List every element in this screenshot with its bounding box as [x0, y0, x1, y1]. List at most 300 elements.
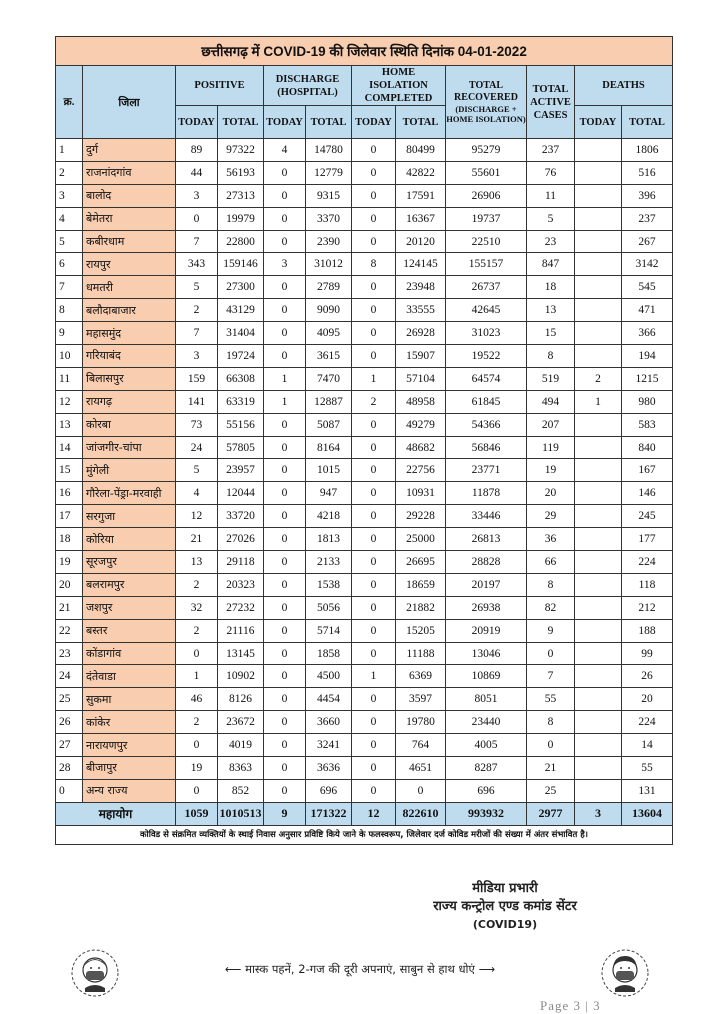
row-district: बालोद: [83, 184, 176, 207]
footnote: कोविड से संक्रमित व्यक्तियों के स्थाई निवास अनुसार प्रविष्टि किये जाने के फलस्वरूप, जिलेवार दर्ज कोविड मरीजों की संख्या में अंतर संभावित है।: [56, 825, 673, 844]
row-death-today: [575, 711, 622, 734]
table-row: [56, 390, 673, 413]
row-pos-today: 7: [176, 322, 218, 345]
row-death-total: 194: [622, 345, 673, 368]
header-dis-total: TOTAL: [306, 106, 352, 139]
footer-line-1: मीडिया प्रभारी: [472, 881, 538, 896]
row-dis-total: 3636: [306, 757, 352, 780]
row-hi-today: 0: [352, 711, 396, 734]
row-sno: 20: [56, 573, 83, 596]
row-pos-total: 97322: [218, 139, 264, 162]
row-hi-today: 1: [352, 665, 396, 688]
row-sno: 0: [56, 779, 83, 802]
row-hi-total: 4651: [396, 757, 446, 780]
table-title: छत्तीसगढ़ में COVID-19 की जिलेवार स्थिति दिनांक 04-01-2022: [56, 37, 673, 66]
row-recovered: 33446: [446, 505, 527, 528]
row-death-today: [575, 345, 622, 368]
row-pos-total: 23672: [218, 711, 264, 734]
row-district: गरियाबंद: [83, 345, 176, 368]
row-death-total: 177: [622, 528, 673, 551]
row-death-total: 224: [622, 551, 673, 574]
table-row: [56, 184, 673, 207]
row-dis-total: 2133: [306, 551, 352, 574]
table-row: [56, 779, 673, 802]
row-death-today: [575, 482, 622, 505]
row-pos-total: 27026: [218, 528, 264, 551]
row-sno: 8: [56, 299, 83, 322]
row-hi-today: 0: [352, 345, 396, 368]
row-sno: 27: [56, 734, 83, 757]
row-hi-today: 0: [352, 505, 396, 528]
row-hi-today: 0: [352, 230, 396, 253]
table-row: [56, 322, 673, 345]
row-hi-today: 0: [352, 734, 396, 757]
row-pos-total: 21116: [218, 619, 264, 642]
row-death-today: [575, 505, 622, 528]
row-active: 29: [527, 505, 575, 528]
row-death-today: [575, 551, 622, 574]
row-dis-total: 4095: [306, 322, 352, 345]
row-pos-total: 27300: [218, 276, 264, 299]
header-total-recovered: [446, 66, 527, 139]
total-row: [56, 802, 673, 825]
row-death-today: [575, 161, 622, 184]
row-dis-total: 5056: [306, 596, 352, 619]
row-sno: 9: [56, 322, 83, 345]
row-pos-today: 3: [176, 184, 218, 207]
row-pos-total: 63319: [218, 390, 264, 413]
row-death-today: [575, 184, 622, 207]
row-recovered: 95279: [446, 139, 527, 162]
table-body: [56, 139, 673, 803]
row-dis-today: 0: [264, 665, 306, 688]
row-district: दंतेवाडा: [83, 665, 176, 688]
row-pos-today: 32: [176, 596, 218, 619]
row-recovered: 20919: [446, 619, 527, 642]
footer-line-2: राज्य कन्ट्रोल एण्ड कमांड सेंटर: [433, 899, 577, 914]
row-pos-today: 2: [176, 619, 218, 642]
row-recovered: 22510: [446, 230, 527, 253]
table-row: [56, 711, 673, 734]
row-recovered: 26906: [446, 184, 527, 207]
row-active: 18: [527, 276, 575, 299]
header-dis-today: TODAY: [264, 106, 306, 139]
row-dis-total: 12779: [306, 161, 352, 184]
row-hi-today: 0: [352, 413, 396, 436]
row-pos-total: 4019: [218, 734, 264, 757]
header-deaths: DEATHS: [575, 66, 673, 106]
row-sno: 5: [56, 230, 83, 253]
row-death-total: 267: [622, 230, 673, 253]
table-row: [56, 345, 673, 368]
table-row: [56, 230, 673, 253]
row-pos-today: 0: [176, 734, 218, 757]
row-active: 8: [527, 573, 575, 596]
table-row: [56, 253, 673, 276]
row-sno: 7: [56, 276, 83, 299]
row-recovered: 23771: [446, 459, 527, 482]
row-dis-today: 0: [264, 207, 306, 230]
row-hi-total: 26928: [396, 322, 446, 345]
row-pos-total: 57805: [218, 436, 264, 459]
row-district: कोंडागांव: [83, 642, 176, 665]
row-district: बिलासपुर: [83, 367, 176, 390]
row-recovered: 54366: [446, 413, 527, 436]
table-row: [56, 459, 673, 482]
row-pos-today: 5: [176, 459, 218, 482]
row-pos-today: 1: [176, 665, 218, 688]
row-pos-today: 0: [176, 207, 218, 230]
row-active: 82: [527, 596, 575, 619]
row-sno: 2: [56, 161, 83, 184]
total-dis-today: 9: [264, 802, 306, 825]
row-dis-total: 1015: [306, 459, 352, 482]
row-dis-today: 0: [264, 345, 306, 368]
table-row: [56, 505, 673, 528]
row-pos-today: 5: [176, 276, 218, 299]
row-death-total: 516: [622, 161, 673, 184]
arrow-right-icon: ⟶: [478, 962, 496, 976]
row-hi-today: 0: [352, 436, 396, 459]
data-table: [55, 36, 673, 845]
row-active: 36: [527, 528, 575, 551]
row-district: सुकमा: [83, 688, 176, 711]
row-sno: 28: [56, 757, 83, 780]
row-hi-total: 29228: [396, 505, 446, 528]
row-recovered: 155157: [446, 253, 527, 276]
row-sno: 15: [56, 459, 83, 482]
row-active: 76: [527, 161, 575, 184]
row-pos-total: 23957: [218, 459, 264, 482]
row-hi-today: 2: [352, 390, 396, 413]
row-recovered: 55601: [446, 161, 527, 184]
row-active: 847: [527, 253, 575, 276]
row-pos-today: 159: [176, 367, 218, 390]
row-pos-total: 20323: [218, 573, 264, 596]
row-death-today: [575, 528, 622, 551]
row-pos-today: 0: [176, 642, 218, 665]
row-hi-total: 0: [396, 779, 446, 802]
row-dis-today: 3: [264, 253, 306, 276]
row-dis-today: 0: [264, 596, 306, 619]
row-dis-today: 0: [264, 711, 306, 734]
row-hi-total: 23948: [396, 276, 446, 299]
row-active: 207: [527, 413, 575, 436]
table-row: [56, 596, 673, 619]
table-row: [56, 688, 673, 711]
row-dis-total: 14780: [306, 139, 352, 162]
row-pos-total: 55156: [218, 413, 264, 436]
row-death-total: 26: [622, 665, 673, 688]
row-sno: 1: [56, 139, 83, 162]
row-hi-today: 0: [352, 688, 396, 711]
row-pos-today: 44: [176, 161, 218, 184]
row-death-today: [575, 734, 622, 757]
row-district: रायपुर: [83, 253, 176, 276]
row-death-total: 1215: [622, 367, 673, 390]
row-hi-total: 15907: [396, 345, 446, 368]
row-hi-today: 0: [352, 139, 396, 162]
row-pos-total: 33720: [218, 505, 264, 528]
header-pos-today: TODAY: [176, 106, 218, 139]
row-recovered: 19737: [446, 207, 527, 230]
row-death-total: 167: [622, 459, 673, 482]
row-active: 15: [527, 322, 575, 345]
page-number: Page 3 | 3: [540, 998, 601, 1013]
table-row: [56, 299, 673, 322]
row-death-today: [575, 436, 622, 459]
row-dis-total: 4500: [306, 665, 352, 688]
row-district: धमतरी: [83, 276, 176, 299]
row-hi-total: 19780: [396, 711, 446, 734]
row-recovered: 26813: [446, 528, 527, 551]
row-active: 11: [527, 184, 575, 207]
row-death-total: 366: [622, 322, 673, 345]
row-district: कांकेर: [83, 711, 176, 734]
table-row: [56, 619, 673, 642]
row-dis-total: 1858: [306, 642, 352, 665]
row-dis-today: 0: [264, 573, 306, 596]
row-pos-today: 141: [176, 390, 218, 413]
table-row: [56, 665, 673, 688]
row-recovered: 64574: [446, 367, 527, 390]
row-recovered: 19522: [446, 345, 527, 368]
row-death-total: 20: [622, 688, 673, 711]
header-active: TOTAL ACTIVE CASES: [527, 66, 575, 139]
table-row: [56, 276, 673, 299]
row-death-today: [575, 413, 622, 436]
row-active: 23: [527, 230, 575, 253]
row-sno: 3: [56, 184, 83, 207]
row-dis-today: 0: [264, 413, 306, 436]
row-sno: 23: [56, 642, 83, 665]
row-pos-total: 159146: [218, 253, 264, 276]
row-hi-today: 1: [352, 367, 396, 390]
row-sno: 11: [56, 367, 83, 390]
row-recovered: 20197: [446, 573, 527, 596]
table-row: [56, 642, 673, 665]
row-dis-total: 31012: [306, 253, 352, 276]
row-sno: 16: [56, 482, 83, 505]
row-pos-total: 8363: [218, 757, 264, 780]
row-death-total: 146: [622, 482, 673, 505]
row-dis-today: 0: [264, 230, 306, 253]
row-death-total: 188: [622, 619, 673, 642]
row-death-total: 545: [622, 276, 673, 299]
row-death-today: [575, 573, 622, 596]
row-hi-total: 17591: [396, 184, 446, 207]
row-dis-total: 4454: [306, 688, 352, 711]
table-row: [56, 551, 673, 574]
row-hi-total: 57104: [396, 367, 446, 390]
row-pos-today: 2: [176, 573, 218, 596]
row-recovered: 13046: [446, 642, 527, 665]
total-recovered: 993932: [446, 802, 527, 825]
row-death-today: [575, 230, 622, 253]
row-district: मुंगेली: [83, 459, 176, 482]
row-district: रायगढ़: [83, 390, 176, 413]
row-dis-today: 1: [264, 390, 306, 413]
row-sno: 17: [56, 505, 83, 528]
row-pos-total: 43129: [218, 299, 264, 322]
row-death-today: [575, 139, 622, 162]
row-dis-today: 0: [264, 299, 306, 322]
row-death-total: 583: [622, 413, 673, 436]
row-dis-today: 0: [264, 322, 306, 345]
row-dis-today: 0: [264, 688, 306, 711]
row-dis-total: 9315: [306, 184, 352, 207]
row-district: बलौदाबाजार: [83, 299, 176, 322]
row-hi-total: 16367: [396, 207, 446, 230]
total-pos-total: 1010513: [218, 802, 264, 825]
row-dis-total: 12887: [306, 390, 352, 413]
row-recovered: 10869: [446, 665, 527, 688]
row-pos-total: 66308: [218, 367, 264, 390]
row-sno: 21: [56, 596, 83, 619]
row-hi-today: 0: [352, 642, 396, 665]
row-sno: 12: [56, 390, 83, 413]
row-hi-total: 49279: [396, 413, 446, 436]
row-pos-today: 2: [176, 299, 218, 322]
row-active: 21: [527, 757, 575, 780]
row-death-today: [575, 688, 622, 711]
row-dis-total: 947: [306, 482, 352, 505]
row-death-total: 396: [622, 184, 673, 207]
header-death-total: TOTAL: [622, 106, 673, 139]
total-death-today: 3: [575, 802, 622, 825]
row-sno: 19: [56, 551, 83, 574]
row-hi-total: 15205: [396, 619, 446, 642]
header-home-isolation: HOME ISOLATION COMPLETED: [352, 66, 446, 106]
header-hi-today: TODAY: [352, 106, 396, 139]
row-dis-today: 0: [264, 619, 306, 642]
total-hi-total: 822610: [396, 802, 446, 825]
row-death-today: [575, 642, 622, 665]
row-pos-total: 12044: [218, 482, 264, 505]
row-district: कोरिया: [83, 528, 176, 551]
masked-face-icon: [600, 948, 650, 998]
row-dis-today: 0: [264, 642, 306, 665]
row-recovered: 31023: [446, 322, 527, 345]
header-sno: क्र.: [56, 66, 83, 139]
row-death-total: 1806: [622, 139, 673, 162]
row-hi-today: 0: [352, 322, 396, 345]
row-district: कोरबा: [83, 413, 176, 436]
row-sno: 26: [56, 711, 83, 734]
row-active: 519: [527, 367, 575, 390]
row-active: 20: [527, 482, 575, 505]
table-row: [56, 482, 673, 505]
row-hi-today: 0: [352, 596, 396, 619]
row-dis-total: 8164: [306, 436, 352, 459]
row-dis-today: 1: [264, 367, 306, 390]
header-death-today: TODAY: [575, 106, 622, 139]
row-hi-today: 0: [352, 551, 396, 574]
row-dis-today: 0: [264, 757, 306, 780]
row-hi-today: 0: [352, 276, 396, 299]
row-district: बीजापुर: [83, 757, 176, 780]
header-pos-total: TOTAL: [218, 106, 264, 139]
row-hi-total: 3597: [396, 688, 446, 711]
row-pos-today: 343: [176, 253, 218, 276]
row-dis-today: 0: [264, 276, 306, 299]
row-active: 13: [527, 299, 575, 322]
row-hi-today: 0: [352, 573, 396, 596]
row-pos-today: 0: [176, 779, 218, 802]
row-dis-today: 0: [264, 482, 306, 505]
row-active: 9: [527, 619, 575, 642]
row-recovered: 61845: [446, 390, 527, 413]
row-pos-total: 22800: [218, 230, 264, 253]
row-sno: 18: [56, 528, 83, 551]
row-death-today: [575, 596, 622, 619]
row-sno: 4: [56, 207, 83, 230]
row-dis-total: 1813: [306, 528, 352, 551]
row-dis-today: 4: [264, 139, 306, 162]
row-pos-today: 46: [176, 688, 218, 711]
row-active: 5: [527, 207, 575, 230]
row-pos-today: 12: [176, 505, 218, 528]
row-pos-today: 24: [176, 436, 218, 459]
row-death-total: 840: [622, 436, 673, 459]
row-dis-today: 0: [264, 184, 306, 207]
row-dis-today: 0: [264, 551, 306, 574]
header-hi-total: TOTAL: [396, 106, 446, 139]
row-hi-today: 8: [352, 253, 396, 276]
total-dis-total: 171322: [306, 802, 352, 825]
row-pos-total: 13145: [218, 642, 264, 665]
footer-line-3: (COVID19): [472, 918, 538, 931]
row-pos-total: 31404: [218, 322, 264, 345]
row-recovered: 56846: [446, 436, 527, 459]
row-hi-today: 0: [352, 184, 396, 207]
row-death-total: 131: [622, 779, 673, 802]
table-row: [56, 161, 673, 184]
row-pos-today: 19: [176, 757, 218, 780]
row-dis-total: 3660: [306, 711, 352, 734]
masked-face-icon: [70, 948, 120, 998]
header-total-recovered-sub: (DISCHARGE + HOME ISOLATION): [446, 104, 526, 124]
row-hi-today: 0: [352, 459, 396, 482]
arrow-left-icon: ⟵: [224, 962, 242, 976]
row-active: 237: [527, 139, 575, 162]
table-row: [56, 436, 673, 459]
row-sno: 14: [56, 436, 83, 459]
row-hi-today: 0: [352, 757, 396, 780]
row-recovered: 23440: [446, 711, 527, 734]
table-row: [56, 573, 673, 596]
row-district: बस्तर: [83, 619, 176, 642]
row-pos-today: 7: [176, 230, 218, 253]
row-dis-today: 0: [264, 436, 306, 459]
row-active: 55: [527, 688, 575, 711]
row-district: महासमुंद: [83, 322, 176, 345]
row-pos-total: 19979: [218, 207, 264, 230]
row-active: 494: [527, 390, 575, 413]
row-death-total: 118: [622, 573, 673, 596]
row-hi-today: 0: [352, 779, 396, 802]
table-row: [56, 757, 673, 780]
row-recovered: 26938: [446, 596, 527, 619]
row-death-today: [575, 253, 622, 276]
total-pos-today: 1059: [176, 802, 218, 825]
row-death-total: 980: [622, 390, 673, 413]
row-hi-total: 26695: [396, 551, 446, 574]
row-hi-total: 11188: [396, 642, 446, 665]
row-sno: 6: [56, 253, 83, 276]
row-recovered: 42645: [446, 299, 527, 322]
table-row: [56, 139, 673, 162]
